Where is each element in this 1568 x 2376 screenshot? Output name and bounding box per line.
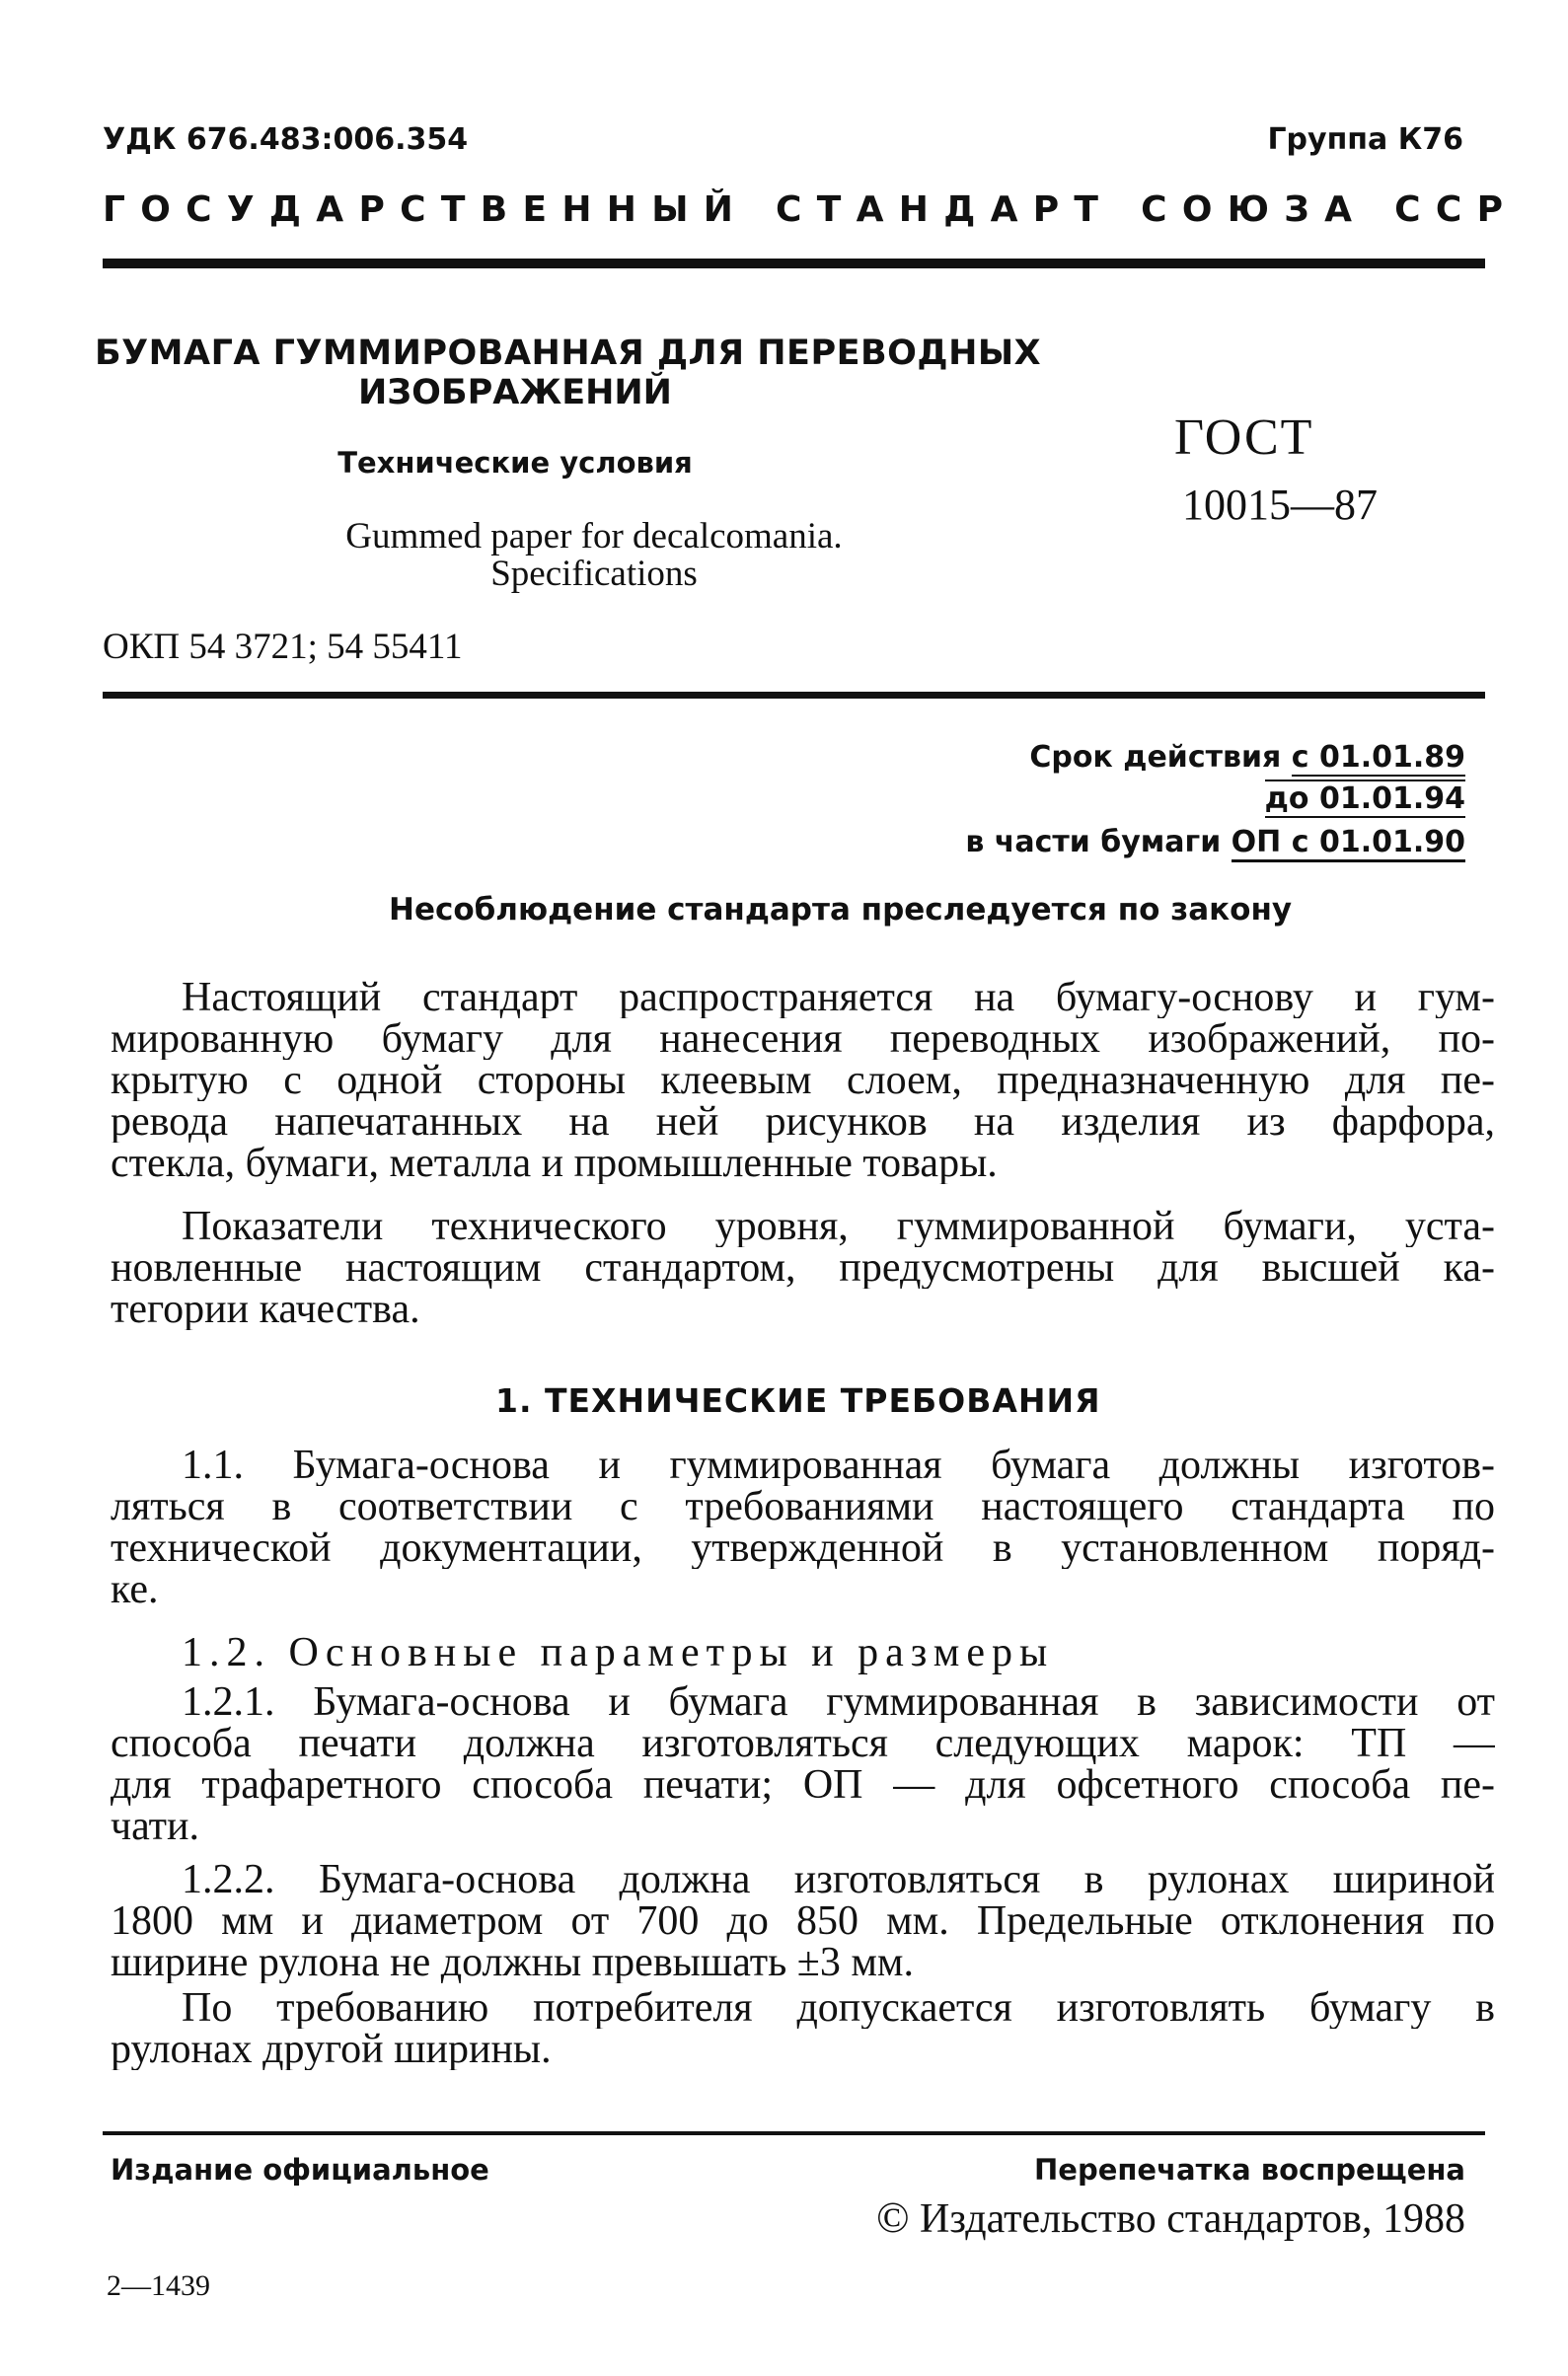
legal-warning: Несоблюдение стандарта преследуется по закону [389, 892, 1293, 928]
title-thick-rule [103, 692, 1485, 699]
paragraph-1-2-2 [111, 1859, 1495, 1987]
header-thick-rule [103, 259, 1485, 268]
paragraph-1-1 [111, 1445, 1495, 1612]
text-line: ревода напечатанных на ней рисунков на изделия из фарфора, [111, 1101, 1495, 1143]
text-line: Показатели технического уровня, гуммированной бумаги, уста- [182, 1206, 1495, 1247]
text-line: 1.2.1. Бумага-основа и бумага гуммированная в зависимости от [182, 1681, 1495, 1723]
validity-label: Срок действия [1029, 740, 1282, 775]
english-title-line-1: Gummed paper for decalcomania. [345, 516, 843, 557]
paragraph-1-2-1 [111, 1681, 1495, 1849]
text-line: способа печати должна изготовляться следующих марок: ТП — [111, 1723, 1495, 1764]
text-line: мированную бумагу для нанесения переводных изображений, по- [111, 1018, 1495, 1060]
official-edition: Издание официальное [111, 2153, 489, 2187]
document-number: 2—1439 [107, 2269, 210, 2302]
gost-number: 10015—87 [1182, 481, 1378, 529]
copyright-icon: © [876, 2193, 910, 2242]
text-line: стекла, бумаги, металла и промышленные товары. [111, 1143, 998, 1184]
title-line-2: ИЗОБРАЖЕНИЙ [358, 373, 672, 412]
text-line: По требованию потребителя допускается изготовлять бумагу в [182, 1987, 1495, 2029]
validity-line-2 [1265, 781, 1465, 816]
text-line: чати. [111, 1806, 200, 1847]
udk-code: УДК 676.483:006.354 [103, 122, 469, 157]
text-line: 1.1. Бумага-основа и гуммированная бумага должны изготов- [182, 1445, 1495, 1486]
paragraph-scope [111, 977, 1495, 1204]
validity-op-label: в части бумаги [965, 825, 1222, 859]
validity-line-3 [965, 825, 1465, 859]
gost-label: ГОСТ [1174, 409, 1314, 466]
english-title-line-2: Specifications [490, 554, 698, 594]
validity-op-date: ОП с 01.01.90 [1232, 825, 1465, 862]
text-line: для трафаретного способа печати; ОП — для офсетного способа пе- [111, 1764, 1495, 1806]
state-standard-heading: ГОСУДАРСТВЕННЫЙ СТАНДАРТ СОЮЗА ССР [103, 189, 1519, 230]
okp-codes: ОКП 54 3721; 54 55411 [103, 627, 463, 667]
subtitle: Технические условия [337, 446, 693, 480]
text-line: ширине рулона не должны превышать ±3 мм. [111, 1942, 914, 1983]
validity-end-date: до 01.01.94 [1264, 781, 1465, 816]
text-line: рулонах другой ширины. [111, 2029, 552, 2070]
text-line: 1.2.2. Бумага-основа должна изготовляться в рулонах шириной [182, 1859, 1495, 1900]
text-line: Настоящий стандарт распространяется на бумагу-основу и гум- [182, 977, 1495, 1018]
footer-rule [103, 2131, 1485, 2135]
reprint-prohibited: Перепечатка воспрещена [1034, 2153, 1465, 2187]
paragraph-quality [111, 1206, 1495, 1334]
subsection-1-2-title: 1.2. Основные параметры и размеры [182, 1630, 1055, 1675]
title-line-1: БУМАГА ГУММИРОВАННАЯ ДЛЯ ПЕРЕВОДНЫХ [95, 334, 1042, 373]
text-line: новленные настоящим стандартом, предусмотрены для высшей ка- [111, 1247, 1495, 1289]
text-line: 1800 мм и диаметром от 700 до 850 мм. Предельные отклонения по [111, 1900, 1495, 1942]
section-title: 1. ТЕХНИЧЕСКИЕ ТРЕБОВАНИЯ [495, 1381, 1101, 1420]
validity-start-date: с 01.01.89 [1291, 740, 1465, 775]
validity-line-1 [1029, 740, 1465, 775]
text-line: крытую с одной стороны клеевым слоем, предназначенную для пе- [111, 1060, 1495, 1101]
text-line: тегории качества. [111, 1289, 420, 1330]
text-line: технической документации, утвержденной в установленном поряд- [111, 1527, 1495, 1569]
paragraph-other-widths [111, 1987, 1495, 2076]
group-code: Группа К76 [1267, 122, 1463, 157]
text-line: ляться в соответствии с требованиями настоящего стандарта по [111, 1486, 1495, 1527]
publisher-name: Издательство стандартов, 1988 [920, 2196, 1465, 2242]
text-line: ке. [111, 1569, 159, 1610]
publisher-line [876, 2192, 1465, 2243]
